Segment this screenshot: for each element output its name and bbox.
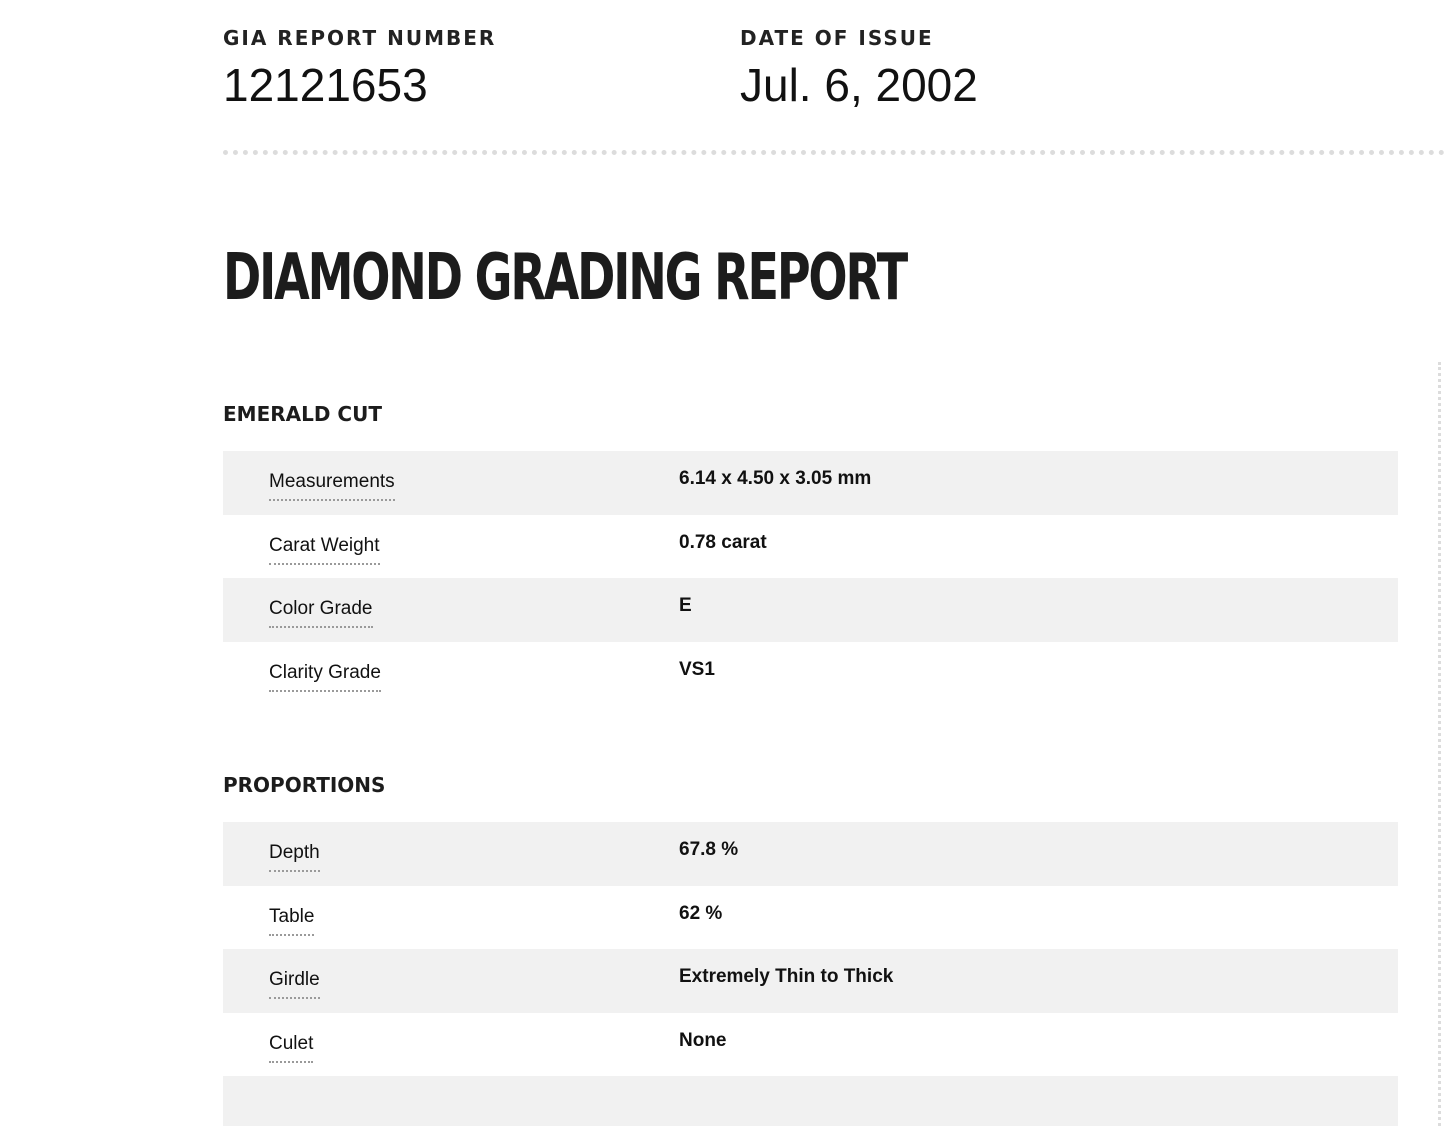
table-row (223, 1013, 1398, 1077)
report-number-block (223, 26, 496, 110)
table-label[interactable]: Table (269, 905, 314, 936)
proportions-section-title: PROPORTIONS (223, 773, 386, 797)
girdle-label[interactable]: Girdle (269, 968, 320, 999)
clarity-grade-value: VS1 (679, 658, 715, 680)
right-edge-divider (1438, 362, 1441, 1126)
proportions-table (223, 822, 1398, 1126)
table-row (223, 822, 1398, 886)
carat-weight-label[interactable]: Carat Weight (269, 534, 380, 565)
color-grade-value: E (679, 595, 692, 616)
table-row (223, 578, 1398, 642)
culet-value: None (679, 1029, 727, 1051)
table-row (223, 515, 1398, 579)
clarity-grade-label[interactable]: Clarity Grade (269, 661, 381, 692)
table-row (223, 886, 1398, 950)
measurements-value: 6.14 x 4.50 x 3.05 mm (679, 468, 872, 489)
cut-section-title: EMERALD CUT (223, 402, 382, 426)
date-of-issue-block (740, 26, 978, 110)
date-of-issue-value: Jul. 6, 2002 (740, 59, 978, 111)
report-number-label: GIA REPORT NUMBER (223, 26, 497, 50)
measurements-label[interactable]: Measurements (269, 470, 395, 501)
table-row (223, 451, 1398, 515)
header-divider (223, 150, 1445, 155)
cut-table (223, 451, 1398, 705)
report-number-value: 12121653 (223, 59, 428, 111)
carat-weight-value: 0.78 carat (679, 531, 767, 553)
girdle-value: Extremely Thin to Thick (679, 966, 894, 987)
depth-label[interactable]: Depth (269, 841, 320, 872)
date-of-issue-label: DATE OF ISSUE (740, 26, 934, 50)
table-value: 62 % (679, 902, 723, 924)
depth-value: 67.8 % (679, 839, 739, 860)
table-row (223, 949, 1398, 1013)
color-grade-label[interactable]: Color Grade (269, 597, 373, 628)
table-row (223, 1076, 1398, 1126)
page-title: DIAMOND GRADING REPORT (223, 241, 906, 315)
table-row (223, 642, 1398, 706)
culet-label[interactable]: Culet (269, 1032, 313, 1063)
